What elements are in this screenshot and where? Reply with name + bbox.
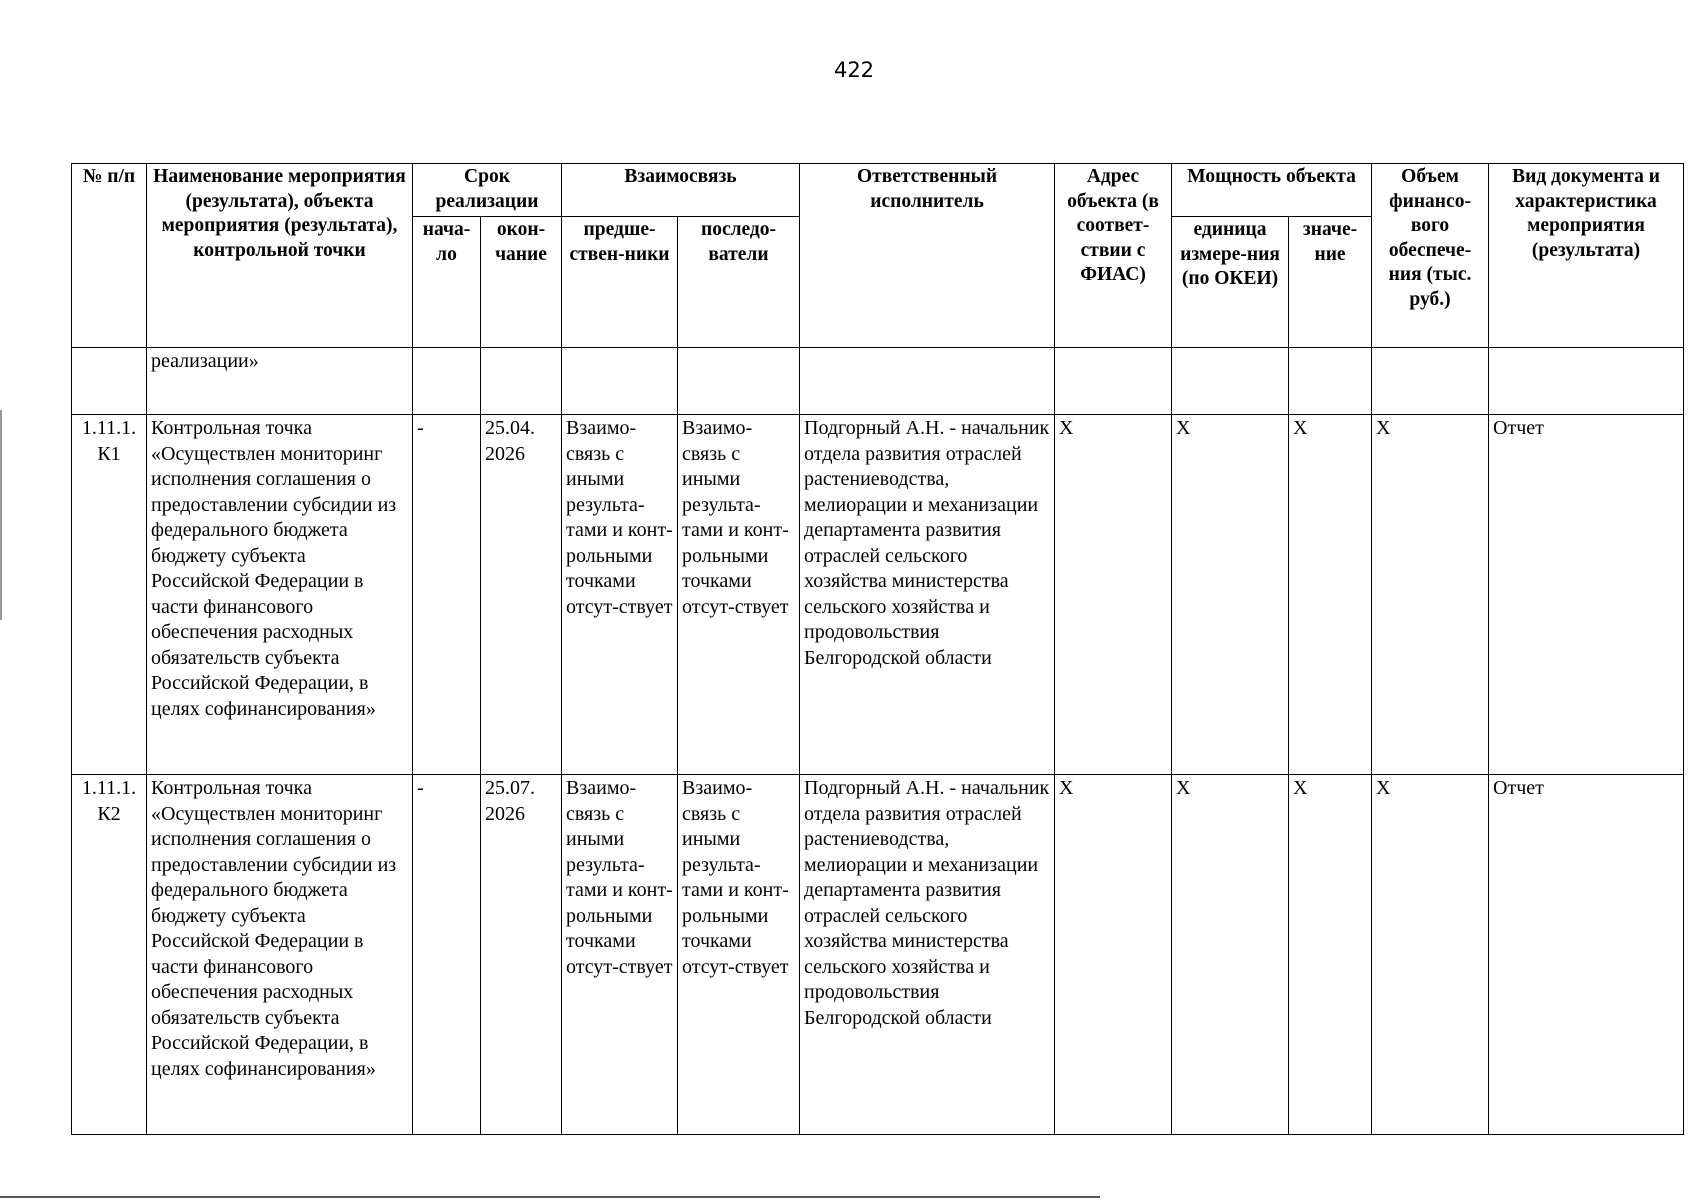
table-cell bbox=[1489, 348, 1684, 415]
row-next: Взаимо-связь с иными результа-тами и конт-рольными точками отсут-ствует bbox=[678, 415, 800, 775]
table-cell bbox=[481, 348, 562, 415]
row-doc: Отчет bbox=[1489, 775, 1684, 1135]
row-prev: Взаимо-связь с иными результа-тами и конт-рольными точками отсут-ствует bbox=[562, 775, 678, 1135]
row-address: X bbox=[1055, 775, 1172, 1135]
row-start: - bbox=[413, 775, 481, 1135]
table-cell bbox=[1172, 348, 1289, 415]
header-address: Адрес объекта (в соответ-ствии с ФИАС) bbox=[1055, 164, 1172, 348]
row-name: Контрольная точка «Осуществлен мониторинг исполнения соглашения о предоставлении субсидии из федерального бюджета бюджету субъекта Российской Федерации в части финансового обеспечения расходных обязательств субъекта Российской Федерации, в целях софинансирования» bbox=[147, 415, 413, 775]
row-unit: X bbox=[1172, 415, 1289, 775]
table-row bbox=[72, 775, 1684, 1135]
bottom-rule bbox=[0, 1196, 1100, 1198]
header-relation: Взаимосвязь bbox=[562, 164, 800, 217]
row-next: Взаимо-связь с иными результа-тами и конт-рольными точками отсут-ствует bbox=[678, 775, 800, 1135]
row-number-line2: К2 bbox=[97, 802, 121, 825]
header-responsible: Ответственный исполнитель bbox=[800, 164, 1055, 348]
header-term-start: нача-ло bbox=[413, 217, 481, 348]
header-term-end: окон-чание bbox=[481, 217, 562, 348]
row-funding: X bbox=[1372, 775, 1489, 1135]
scan-edge-mark bbox=[0, 410, 2, 620]
table-cell bbox=[1055, 348, 1172, 415]
table-cell bbox=[72, 348, 147, 415]
table-cell bbox=[562, 348, 678, 415]
header-term: Срок реализации bbox=[413, 164, 562, 217]
plan-table bbox=[71, 163, 1684, 1135]
row-value: X bbox=[1289, 415, 1372, 775]
header-num: № п/п bbox=[72, 164, 147, 348]
row-start: - bbox=[413, 415, 481, 775]
header-relation-next: последо-ватели bbox=[678, 217, 800, 348]
header-name: Наименование мероприятия (результата), объекта мероприятия (результата), контрольной точки bbox=[147, 164, 413, 348]
header-capacity-unit: единица измере-ния (по ОКЕИ) bbox=[1172, 217, 1289, 348]
table-row bbox=[72, 415, 1684, 775]
row-number-line1: 1.11.1. bbox=[81, 417, 137, 439]
row-doc: Отчет bbox=[1489, 415, 1684, 775]
table-cell bbox=[413, 348, 481, 415]
header-capacity: Мощность объекта bbox=[1172, 164, 1372, 217]
row-prev: Взаимо-связь с иными результа-тами и конт-рольными точками отсут-ствует bbox=[562, 415, 678, 775]
page-number: 422 bbox=[833, 58, 875, 82]
row-responsible: Подгорный А.Н. - начальник отдела развития отраслей растениеводства, мелиорации и механизации департамента развития отраслей сельского хозяйства министерства сельского хозяйства и продовольствия Белгородской области bbox=[800, 415, 1055, 775]
header-capacity-value: значе-ние bbox=[1289, 217, 1372, 348]
continuation-text: реализации» bbox=[147, 348, 413, 415]
row-end: 25.04. 2026 bbox=[481, 415, 562, 775]
row-number-line1: 1.11.1. bbox=[81, 777, 137, 799]
table-cell bbox=[1289, 348, 1372, 415]
row-unit: X bbox=[1172, 775, 1289, 1135]
row-number-line2: К1 bbox=[97, 442, 121, 465]
header-doc: Вид документа и характеристика мероприятия (результата) bbox=[1489, 164, 1684, 348]
table-cell bbox=[678, 348, 800, 415]
header-relation-prev: предше-ствен-ники bbox=[562, 217, 678, 348]
row-name: Контрольная точка «Осуществлен мониторинг исполнения соглашения о предоставлении субсидии из федерального бюджета бюджету субъекта Российской Федерации в части финансового обеспечения расходных обязательств субъекта Российской Федерации, в целях софинансирования» bbox=[147, 775, 413, 1135]
row-address: X bbox=[1055, 415, 1172, 775]
row-responsible: Подгорный А.Н. - начальник отдела развития отраслей растениеводства, мелиорации и механизации департамента развития отраслей сельского хозяйства министерства сельского хозяйства и продовольствия Белгородской области bbox=[800, 775, 1055, 1135]
row-number bbox=[72, 415, 147, 775]
row-end: 25.07. 2026 bbox=[481, 775, 562, 1135]
continuation-row bbox=[72, 348, 1684, 415]
table-cell bbox=[800, 348, 1055, 415]
row-number bbox=[72, 775, 147, 1135]
row-funding: X bbox=[1372, 415, 1489, 775]
header-funding: Объем финансо-вого обеспече-ния (тыс. руб.) bbox=[1372, 164, 1489, 348]
table-cell bbox=[1372, 348, 1489, 415]
row-value: X bbox=[1289, 775, 1372, 1135]
